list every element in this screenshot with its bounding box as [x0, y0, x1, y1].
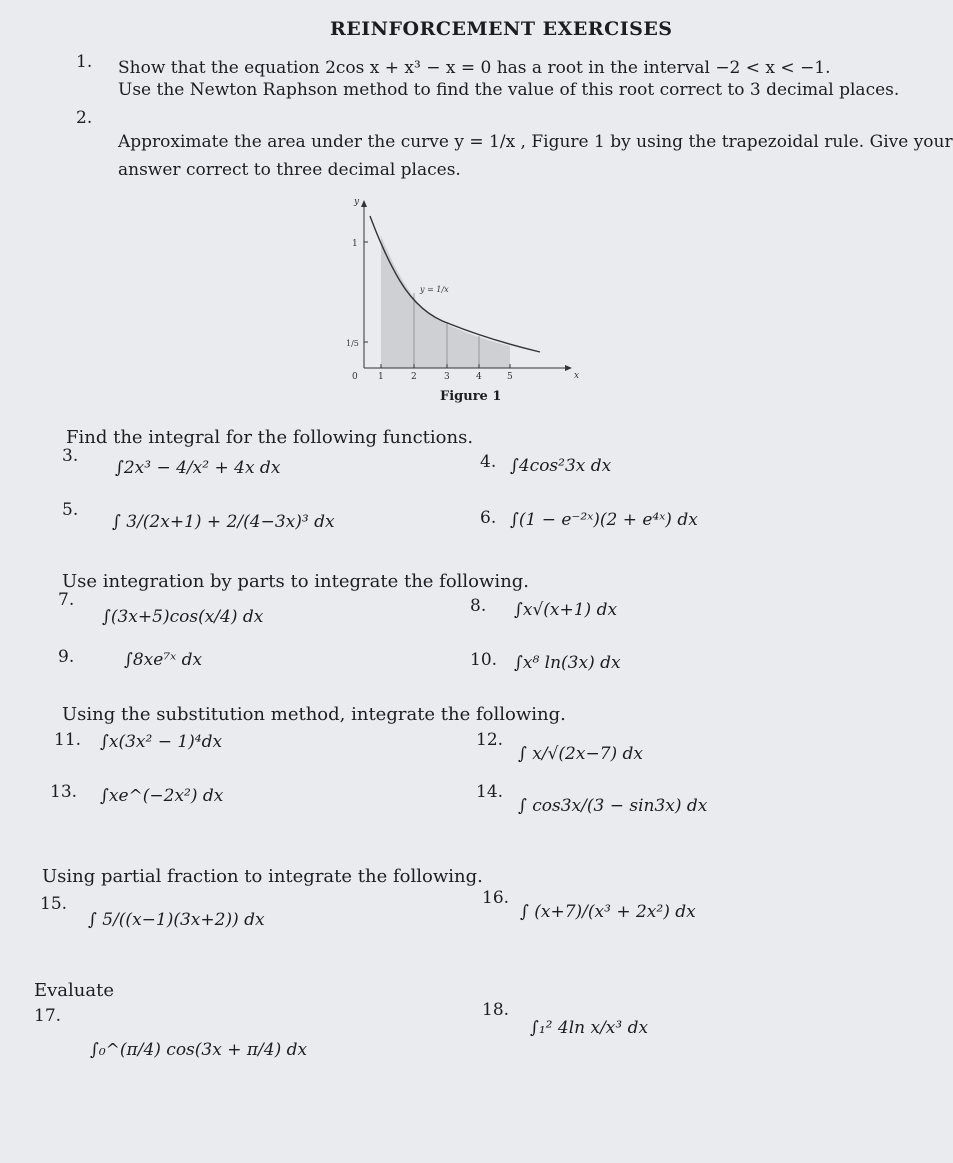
- p4-expr: ∫4cos²3x dx: [510, 456, 612, 476]
- x-tick-label-0: 0: [352, 372, 358, 382]
- figure-1-graph: [340, 196, 590, 406]
- x-tick-label-5: 5: [507, 372, 513, 382]
- section-partial: Using partial fraction to integrate the following.: [42, 866, 483, 887]
- page-title: REINFORCEMENT EXERCISES: [330, 18, 673, 40]
- p15-number: 15.: [40, 894, 68, 914]
- p3-number: 3.: [62, 446, 79, 466]
- q2-number: 2.: [76, 108, 93, 128]
- p6-expr: ∫(1 − e⁻²ˣ)(2 + e⁴ˣ) dx: [510, 510, 698, 530]
- p18-expr: ∫₁² 4ln x/x³ dx: [530, 1018, 649, 1038]
- x-axis-arrow: [565, 365, 572, 371]
- p3-expr: ∫2x³ − 4/x² + 4x dx: [115, 458, 281, 478]
- p16-expr: ∫ (x+7)/(x³ + 2x²) dx: [520, 902, 696, 922]
- p6-number: 6.: [480, 508, 497, 528]
- p13-expr: ∫xe^(−2x²) dx: [100, 786, 224, 806]
- figure-caption: Figure 1: [440, 389, 502, 404]
- x-tick-label-2: 2: [411, 372, 417, 382]
- p8-expr: ∫x√(x+1) dx: [514, 600, 618, 620]
- x-tick-label-3: 3: [444, 372, 450, 382]
- p11-number: 11.: [54, 730, 82, 750]
- p15-expr: ∫ 5/((x−1)(3x+2)) dx: [88, 910, 265, 930]
- p18-number: 18.: [482, 1000, 510, 1020]
- p8-number: 8.: [470, 596, 487, 616]
- section-find: Find the integral for the following functions.: [66, 427, 474, 448]
- figure-1: [340, 196, 590, 406]
- shaded-area: [381, 236, 510, 368]
- section-parts: Use integration by parts to integrate the following.: [62, 571, 530, 592]
- p7-number: 7.: [58, 590, 75, 610]
- p5-number: 5.: [62, 500, 79, 520]
- q2-line2: answer correct to three decimal places.: [118, 160, 461, 180]
- p12-number: 12.: [476, 730, 504, 750]
- p10-number: 10.: [470, 650, 498, 670]
- p4-number: 4.: [480, 452, 497, 472]
- p14-number: 14.: [476, 782, 504, 802]
- q2-line1: Approximate the area under the curve y = 1/x , Figure 1 by using the trapezoidal rule. Give your: [118, 132, 953, 152]
- p11-expr: ∫x(3x² − 1)⁴dx: [100, 732, 223, 752]
- p9-expr: ∫8xe⁷ˣ dx: [124, 650, 203, 670]
- x-axis-label: x: [574, 371, 580, 381]
- q1-line1: Show that the equation 2cos x + x³ − x = 0 has a root in the interval −2 < x < −1.: [118, 58, 831, 78]
- p17-expr: ∫₀^(π/4) cos(3x + π/4) dx: [90, 1040, 308, 1060]
- y-tick-label-fifth: 1/5: [346, 339, 359, 348]
- p5-expr: ∫ 3/(2x+1) + 2/(4−3x)³ dx: [112, 512, 335, 532]
- x-tick-label-4: 4: [476, 372, 482, 382]
- p7-expr: ∫(3x+5)cos(x/4) dx: [102, 607, 264, 627]
- section-subst: Using the substitution method, integrate the following.: [62, 704, 566, 725]
- p10-expr: ∫x⁸ ln(3x) dx: [514, 653, 621, 673]
- y-axis-label: y: [354, 197, 360, 207]
- p16-number: 16.: [482, 888, 510, 908]
- p13-number: 13.: [50, 782, 78, 802]
- curve-label: y = 1/x: [420, 285, 449, 294]
- section-evaluate: Evaluate: [34, 980, 115, 1001]
- x-tick-label-1: 1: [378, 372, 384, 382]
- p17-number: 17.: [34, 1006, 62, 1026]
- p9-number: 9.: [58, 647, 75, 667]
- p14-expr: ∫ cos3x/(3 − sin3x) dx: [518, 796, 708, 816]
- q1-line2: Use the Newton Raphson method to find the value of this root correct to 3 decimal places.: [118, 80, 900, 100]
- q1-number: 1.: [76, 52, 93, 72]
- y-axis-arrow: [361, 200, 367, 207]
- y-tick-label-1: 1: [352, 239, 358, 249]
- p12-expr: ∫ x/√(2x−7) dx: [518, 744, 644, 764]
